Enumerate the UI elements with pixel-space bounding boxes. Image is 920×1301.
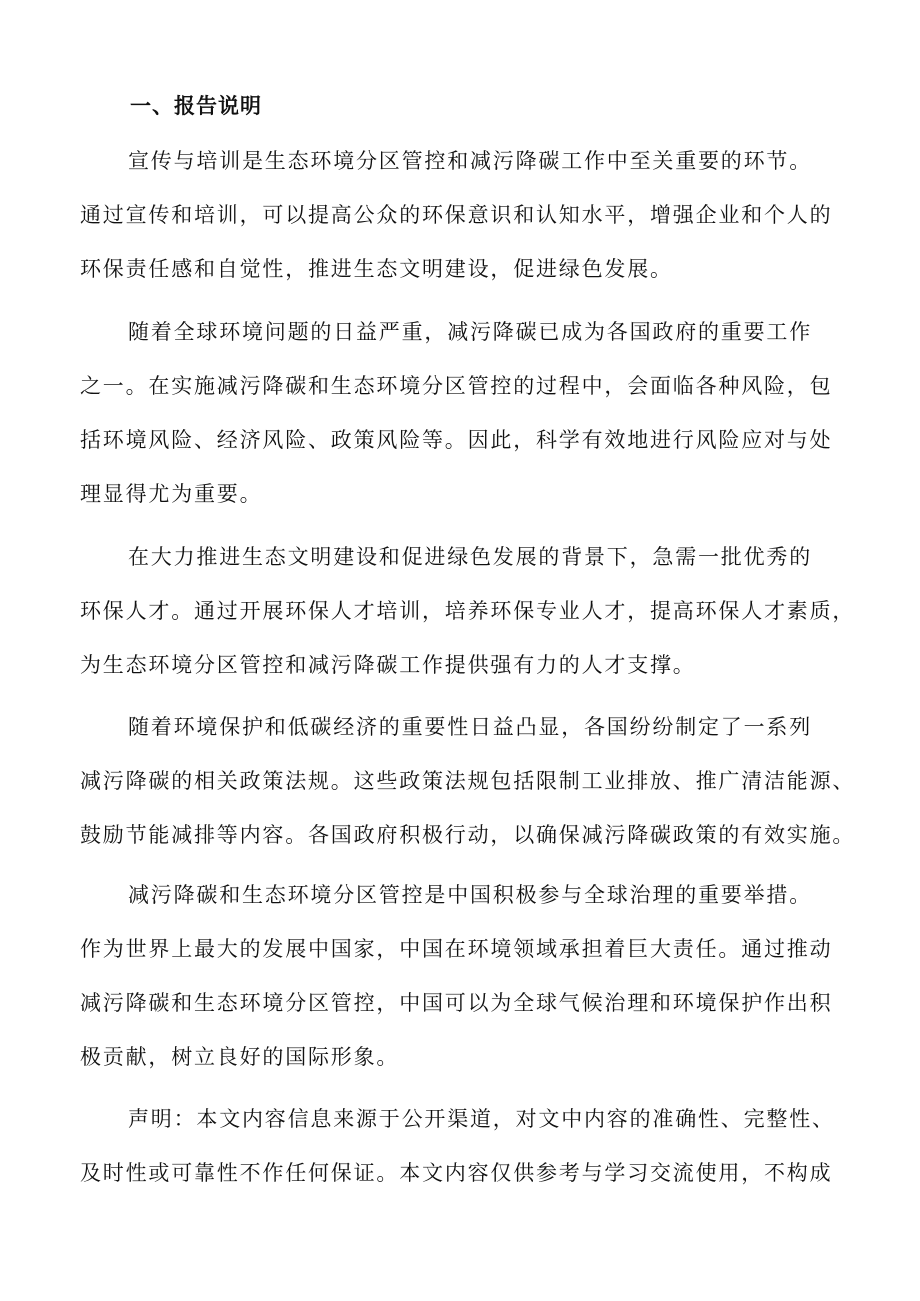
paragraph-line: 鼓励节能减排等内容。各国政府积极行动，以确保减污降碳政策的有效实施。 — [80, 823, 856, 847]
paragraph-publicity-training — [80, 134, 860, 296]
paragraph-disclaimer — [80, 1092, 860, 1200]
paragraph-global-governance — [80, 868, 860, 1084]
paragraph-line: 环保责任感和自觉性，推进生态文明建设，促进绿色发展。 — [80, 257, 673, 281]
paragraph-policy-regulations — [80, 700, 860, 862]
paragraph-line: 减污降碳和生态环境分区管控，中国可以为全球气候治理和环境保护作出积 — [80, 991, 833, 1015]
paragraph-line: 环保人才。通过开展环保人才培训，培养环保专业人才，提高环保人才素质， — [80, 599, 856, 623]
paragraph-line: 极贡献，树立良好的国际形象。 — [80, 1045, 400, 1069]
paragraph-risk-response — [80, 305, 860, 521]
paragraph-line: 在大力推进生态文明建设和促进绿色发展的背景下，急需一批优秀的 — [128, 545, 812, 569]
paragraph-line: 括环境风险、经济风险、政策风险等。因此，科学有效地进行风险应对与处 — [80, 428, 833, 452]
paragraph-line: 声明：本文内容信息来源于公开渠道，对文中内容的准确性、完整性、 — [128, 1107, 835, 1131]
paragraph-line: 减污降碳和生态环境分区管控是中国积极参与全球治理的重要举措。 — [128, 883, 812, 907]
paragraph-line: 之一。在实施减污降碳和生态环境分区管控的过程中，会面临各种风险，包 — [80, 374, 833, 398]
paragraph-line: 随着全球环境问题的日益严重，减污降碳已成为各国政府的重要工作 — [128, 320, 812, 344]
paragraph-line: 宣传与培训是生态环境分区管控和减污降碳工作中至关重要的环节。 — [128, 149, 812, 173]
section-heading: 一、报告说明 — [130, 93, 262, 118]
paragraph-talent-training — [80, 530, 860, 692]
paragraph-line: 通过宣传和培训，可以提高公众的环保意识和认知水平，增强企业和个人的 — [80, 203, 833, 227]
paragraph-line: 为生态环境分区管控和减污降碳工作提供强有力的人才支撑。 — [80, 653, 696, 677]
paragraph-line: 减污降碳的相关政策法规。这些政策法规包括限制工业排放、推广清洁能源、 — [80, 769, 856, 793]
paragraph-line: 及时性或可靠性不作任何保证。本文内容仅供参考与学习交流使用，不构成 — [80, 1161, 833, 1185]
paragraph-line: 理显得尤为重要。 — [80, 482, 263, 506]
paragraph-line: 作为世界上最大的发展中国家，中国在环境领域承担着巨大责任。通过推动 — [80, 937, 833, 961]
paragraph-line: 随着环境保护和低碳经济的重要性日益凸显，各国纷纷制定了一系列 — [128, 715, 812, 739]
